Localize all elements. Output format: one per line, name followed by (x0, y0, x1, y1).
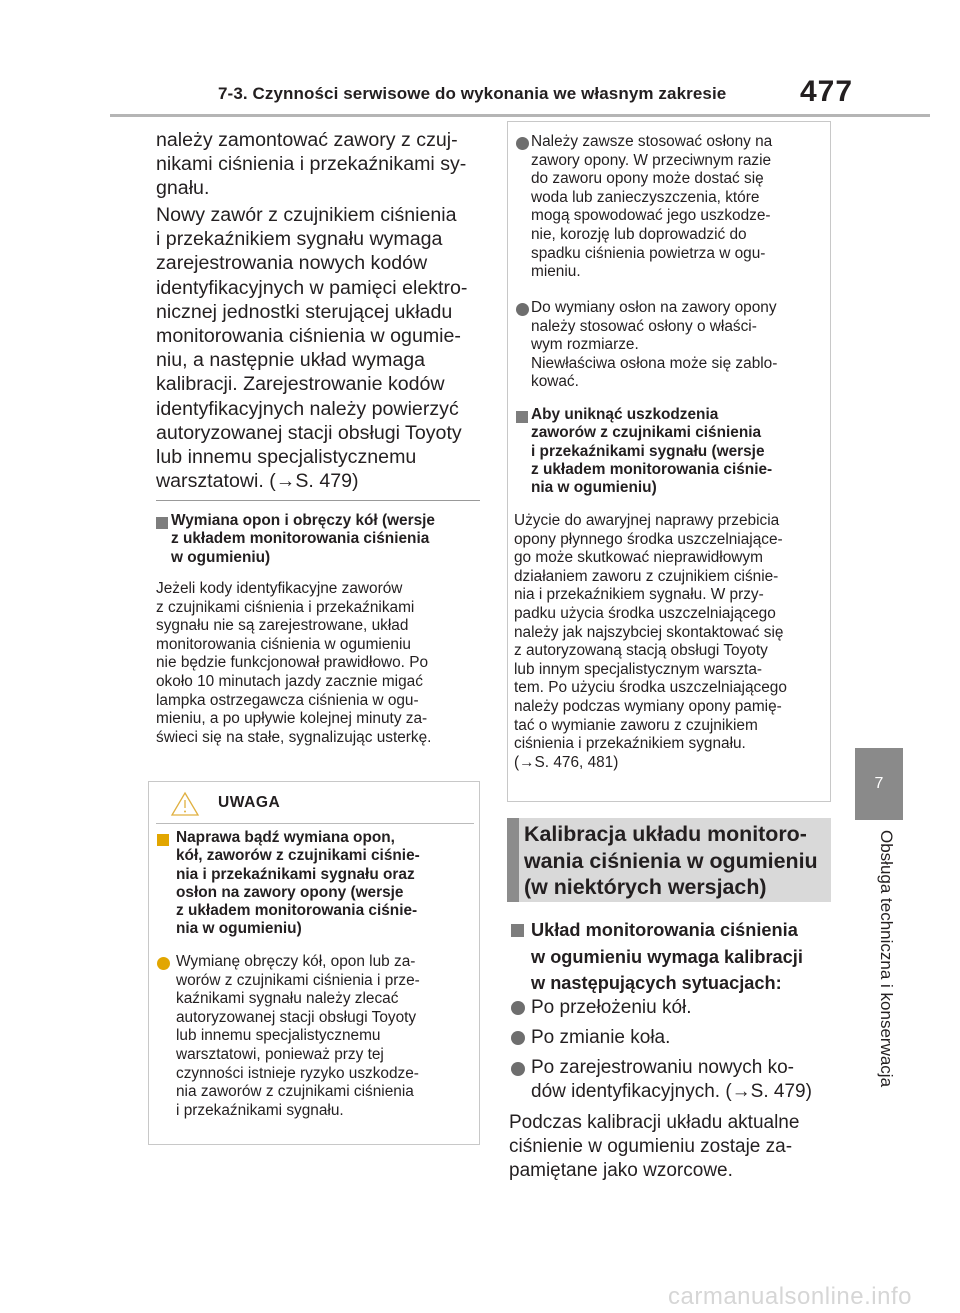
warning-text-bullet (157, 957, 170, 975)
calibration-item-bullet-2 (511, 1031, 525, 1050)
round-bullet-icon (511, 1001, 525, 1015)
warning-item-text: Wymianę obręczy kół, opon lub za- worów z czujnikami ciśnienia i prze- kaźnikami sygnału należy zlecać autoryzowanej stacji obsługi Toyoty lub innemu specjalistycznemu warsztatowi, ponieważ przy tej czynności istnieje ryzyko uszkodze- nia zaworów z czujnikami ciśnienia i przekaźnikami sygnału. (176, 953, 420, 1119)
warning-triangle-icon (170, 791, 200, 822)
warning-title-divider (156, 823, 474, 824)
notice-section-bullet (516, 410, 528, 428)
tire-change-text: Jeżeli kody identyfikacyjne zaworów z czujnikami ciśnienia i przekaźnikami sygnału nie są zarejestrowane, układ monitorowania ciśnienia w ogumieniu nie będzie funkcjonował prawidłowo. Po około 10 minutach jazdy zacznie migać lampka ostrzegawcza ciśnienia w ogu- mieniu, a po upływie kolejnej minuty za- świeci się na stałe, sygnalizując usterkę. (156, 580, 432, 746)
avoid-damage-text: Użycie do awaryjnej naprawy przebicia opony płynnego środka uszczelniające- go może skutkować nieprawidłowym działaniem zaworu z czujnikiem ciśnie- nia i przekaźnikiem sygnału. W przy- padku użycia środka uszczelniającego należy jak najszybciej skontaktować się z autoryzowaną stacją obsługi Toyoty lub innym specjalistycznym warszta- tem. Po użyciu środka uszczelniającego należy podczas wymiany opony pamię- tać o wymianie zaworu z czujnikiem ciśnienia i przekaźnikiem sygnału. (→S. 476, 481) (514, 512, 787, 771)
header-divider (110, 114, 930, 117)
avoid-damage-heading: Aby uniknąć uszkodzenia zaworów z czujnikami ciśnienia i przekaźnikami sygnału (wersje z układem monitorowania ciśnie- nia w ogumieniu) (531, 406, 773, 497)
calibration-item-bullet-1 (511, 1001, 525, 1020)
section-header-title: 7-3. Czynności serwisowe do wykonania we własnym zakresie (218, 84, 727, 103)
valve-cap-note: Należy zawsze stosować osłony na zawory opony. W przeciwnym razie do zaworu opony może dostać się woda lub zanieczyszczenia, które mogą spowodować jego uszkodze- nie, korozję lub doprowadzić do spadku ciśnienia powietrza w ogu- mieniu. (531, 133, 773, 281)
calibration-subhead: Układ monitorowania ciśnienia w ogumieniu wymaga kalibracji w następujących sytuacjach: (531, 920, 803, 993)
intro-paragraph: należy zamontować zawory z czuj- nikami ciśnienia i przekaźnikami sy- gnału. (156, 129, 467, 200)
watermark: carmanualsonline.info (668, 1283, 912, 1310)
square-bullet-icon (516, 411, 528, 423)
square-bullet-icon (156, 517, 168, 529)
square-bullet-icon (157, 834, 169, 846)
page-number: 477 (800, 75, 854, 108)
section-bullet (156, 516, 168, 534)
calibration-item-1: Po przełożeniu kół. (531, 997, 692, 1018)
section-divider (156, 500, 480, 501)
round-bullet-icon (511, 1031, 525, 1045)
notice-bullet-1 (516, 137, 529, 155)
round-bullet-icon (157, 957, 170, 970)
calibration-subhead-bullet (511, 924, 524, 942)
warning-item-heading: Naprawa bądź wymiana opon, kół, zaworów z czujnikami ciśnie- nia i przekaźnikami sygnału oraz osłon na zawory opony (wersje z układem monitorowania ciśnie- nia w ogumieniu) (176, 829, 420, 938)
cap-size-note: Do wymiany osłon na zawory opony należy stosować osłony o właści- wym rozmiarze. Niewłaściwa osłona może się zablo- kować. (531, 299, 778, 391)
round-bullet-icon (511, 1062, 525, 1076)
round-bullet-icon (516, 137, 529, 150)
warning-item-bullet (157, 833, 169, 851)
notice-bullet-2 (516, 303, 529, 321)
chapter-tab: 7 (855, 748, 903, 820)
tire-change-heading: Wymiana opon i obręczy kół (wersje z układem monitorowania ciśnienia w ogumieniu) (171, 512, 435, 566)
calibration-item-2: Po zmianie koła. (531, 1027, 671, 1048)
calibration-heading-bar (507, 818, 519, 902)
chapter-tab-label: Obsługa techniczna i konserwacja (877, 830, 896, 1088)
calibration-item-3: Po zarejestrowaniu nowych ko- dów identyfikacyjnych. (→S. 479) (531, 1057, 812, 1103)
calibration-heading: Kalibracja układu monitoro- wania ciśnienia w ogumieniu (w niektórych wersjach) (524, 822, 818, 899)
square-bullet-icon (511, 924, 524, 937)
warning-title: UWAGA (218, 794, 281, 811)
calibration-item-bullet-3 (511, 1062, 525, 1081)
new-valve-paragraph: Nowy zawór z czujnikiem ciśnienia i przekaźnikiem sygnału wymaga zarejestrowania nowych kodów identyfikacyjnych w pamięci elektro- nicznej jednostki sterującej układu monitorowania ciśnienia w ogumie- niu, a następnie układ wymaga kalibracji. Zarejestrowanie kodów identyfikacyjnych należy powierzyć autoryzowanej stacji obsługi Toyoty lub innemu specjalistycznemu warsztatowi. (→S. 479) (156, 204, 468, 493)
calibration-closing: Podczas kalibracji układu aktualne ciśnienie w ogumieniu zostaje za- pamiętane jako wzorcowe. (509, 1112, 800, 1182)
round-bullet-icon (516, 303, 529, 316)
